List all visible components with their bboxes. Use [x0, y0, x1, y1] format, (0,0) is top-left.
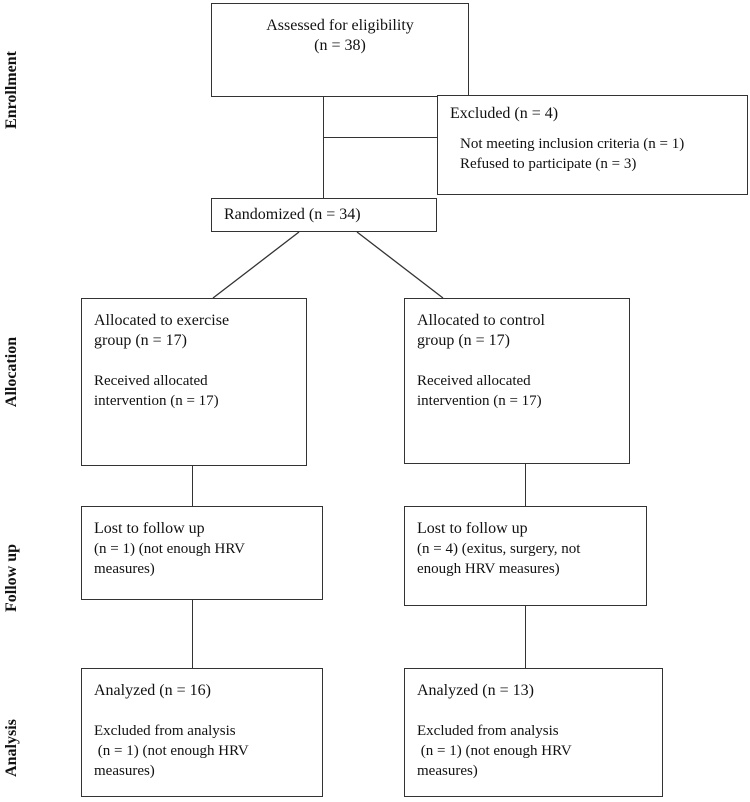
connector-line — [192, 466, 193, 506]
connector-line — [192, 600, 193, 668]
received-text: intervention (n = 17) — [417, 393, 542, 409]
assessed-count: (n = 38) — [314, 37, 366, 54]
received-text: intervention (n = 17) — [94, 393, 219, 409]
allocation-text: Allocated to exercise — [94, 312, 230, 329]
excluded-analysis-text: (n = 1) (not enough HRV — [417, 743, 572, 759]
connector-line — [525, 606, 526, 668]
analyzed-text: Analyzed (n = 16) — [94, 682, 211, 699]
assessed-text: Assessed for eligibility — [266, 17, 414, 34]
excluded-reason: Not meeting inclusion criteria (n = 1) — [460, 136, 685, 152]
excluded-reason: Refused to participate (n = 3) — [460, 156, 637, 172]
allocation-text: Allocated to control — [417, 312, 545, 329]
excluded-analysis-text: Excluded from analysis — [94, 723, 236, 739]
stage-label-follow-up: Follow up — [3, 543, 20, 613]
excluded-analysis-text: Excluded from analysis — [417, 723, 559, 739]
control-followup-box — [404, 506, 647, 606]
excluded-analysis-text: (n = 1) (not enough HRV — [94, 743, 249, 759]
excluded-title: Excluded (n = 4) — [450, 105, 559, 122]
analyzed-text: Analyzed (n = 13) — [417, 682, 534, 699]
received-text: Received allocated — [94, 373, 208, 389]
connector-line — [525, 464, 526, 506]
control-analysis-box — [404, 668, 663, 797]
exercise-followup-box — [81, 506, 323, 600]
lost-text: enough HRV measures) — [417, 561, 560, 577]
excluded-analysis-text: measures) — [417, 763, 478, 779]
assessed-box — [211, 3, 469, 97]
exercise-analysis-box — [81, 668, 323, 797]
allocation-text: group (n = 17) — [94, 332, 188, 349]
excluded-analysis-text: measures) — [94, 763, 155, 779]
lost-text: Lost to follow up — [417, 520, 528, 537]
randomized-text: Randomized (n = 34) — [224, 206, 361, 223]
control-allocation-box — [404, 298, 630, 464]
stage-label-enrollment: Enrollment — [3, 51, 20, 129]
exercise-allocation-box — [81, 298, 307, 466]
randomized-box — [211, 198, 437, 232]
lost-text: (n = 1) (not enough HRV — [94, 541, 245, 557]
lost-text: measures) — [94, 561, 155, 577]
allocation-text: group (n = 17) — [417, 332, 511, 349]
connector-line — [213, 232, 299, 298]
stage-label-allocation: Allocation — [3, 336, 20, 408]
connector-line — [357, 232, 443, 298]
received-text: Received allocated — [417, 373, 531, 389]
lost-text: (n = 4) (exitus, surgery, not — [417, 541, 581, 557]
stage-label-analysis: Analysis — [3, 719, 20, 777]
excluded-box — [437, 95, 748, 195]
lost-text: Lost to follow up — [94, 520, 205, 537]
